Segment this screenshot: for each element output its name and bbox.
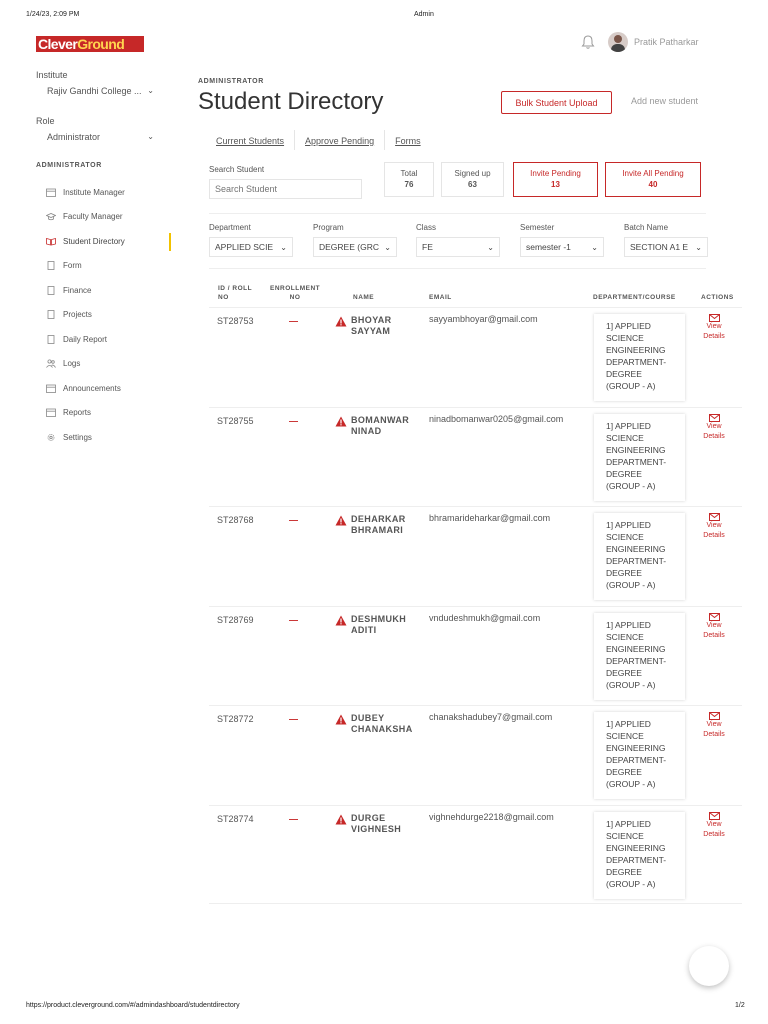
chevron-down-icon: ⌄: [695, 242, 702, 252]
sidebar-item-student-directory[interactable]: [36, 229, 176, 254]
sidebar-item-logs[interactable]: [36, 352, 176, 377]
student-last-name: BHRAMARI: [351, 525, 404, 535]
warning-icon: [335, 615, 347, 626]
total-value: 76: [404, 180, 414, 189]
student-id: ST28753: [217, 316, 254, 326]
tab-approve-pending[interactable]: Approve Pending: [295, 130, 385, 150]
batch-filter: [624, 223, 708, 257]
user-name[interactable]: Pratik Patharkar: [634, 37, 699, 47]
column-header-actions: ACTIONS: [701, 294, 734, 301]
department-line: SCIENCE: [606, 830, 644, 841]
actions-cell: [699, 513, 729, 541]
sidebar-item-settings[interactable]: [36, 425, 176, 450]
signed-up-stat: [441, 162, 504, 197]
department-line: SCIENCE: [606, 333, 644, 343]
bulk-student-upload-button[interactable]: Bulk Student Upload: [501, 91, 612, 114]
student-name: [351, 415, 409, 437]
department-line: DEPARTMENT-: [606, 854, 667, 865]
sidebar-item-label: Settings: [63, 432, 92, 442]
add-new-student-link[interactable]: Add new student: [631, 96, 699, 106]
batch-value: SECTION A1 E: [630, 242, 689, 252]
department-line: 1] APPLIED: [606, 719, 651, 729]
student-name: [351, 315, 392, 337]
floating-action-button[interactable]: [689, 946, 729, 986]
department-course-card: [594, 712, 685, 799]
sidebar-item-reports[interactable]: [36, 401, 176, 426]
sidebar-item-daily-report[interactable]: [36, 327, 176, 352]
program-value: DEGREE (GRC: [319, 242, 379, 252]
student-id: ST28755: [217, 415, 254, 426]
actions-cell: [699, 414, 729, 442]
column-header-name: NAME: [353, 294, 375, 301]
column-header-id: [218, 284, 252, 302]
department-line: SCIENCE: [606, 631, 644, 642]
department-line: DEGREE: [606, 866, 642, 877]
department-line: ENGINEERING: [606, 544, 666, 554]
chevron-down-icon: ⌄: [487, 242, 494, 252]
department-line: ENGINEERING: [606, 743, 666, 753]
sidebar-item-label: Institute Manager: [63, 187, 125, 197]
table-row[interactable]: [209, 307, 742, 407]
print-date: 1/24/23, 2:09 PM: [26, 11, 80, 18]
class-value: FE: [422, 242, 433, 252]
student-last-name: VIGHNESH: [351, 823, 402, 834]
warning-icon: [335, 515, 347, 526]
actions-cell: [699, 712, 729, 740]
student-first-name: DURGE: [351, 812, 386, 823]
chevron-down-icon: ⌄: [280, 242, 287, 252]
department-line: DEGREE: [606, 767, 642, 777]
mail-icon[interactable]: [709, 414, 720, 422]
divider: [209, 213, 706, 214]
department-line: 1] APPLIED: [606, 818, 651, 829]
institute-label: Institute: [36, 70, 68, 80]
student-id: ST28769: [217, 614, 254, 625]
graduation-cap-icon: [46, 212, 56, 221]
student-id: ST28772: [217, 714, 254, 724]
department-line: 1] APPLIED: [606, 520, 651, 530]
actions-cell: [699, 613, 729, 641]
document-icon: [46, 286, 56, 295]
calendar-icon: [46, 408, 56, 417]
view-details-link[interactable]: [699, 621, 729, 641]
table-row[interactable]: [209, 606, 742, 706]
department-line: DEGREE: [606, 468, 642, 479]
sidebar: [36, 70, 176, 450]
chevron-down-icon: ⌄: [147, 86, 154, 95]
column-header-text: ENROLLMENT: [270, 285, 321, 292]
sidebar-item-label: Announcements: [63, 383, 121, 393]
column-header-text: ID / ROLL: [218, 285, 253, 292]
view-details-text: View: [706, 820, 722, 828]
department-line: DEGREE: [606, 369, 642, 379]
institute-value: Rajiv Gandhi College ...: [47, 86, 142, 96]
sidebar-item-announcements[interactable]: [36, 376, 176, 401]
batch-label: Batch Name: [624, 223, 669, 232]
department-line: ENGINEERING: [606, 842, 666, 853]
student-email: vighnehdurge2218@gmail.com: [429, 811, 554, 822]
batch-select[interactable]: [624, 237, 708, 257]
view-details-link[interactable]: [699, 322, 729, 342]
user-menu[interactable]: [580, 32, 699, 52]
avatar[interactable]: [608, 32, 628, 52]
program-filter: [313, 223, 397, 257]
class-label: Class: [416, 223, 437, 232]
mail-icon[interactable]: [709, 513, 720, 521]
search-input[interactable]: [209, 179, 362, 199]
sidebar-item-label: Reports: [63, 408, 92, 418]
book-icon: [46, 237, 56, 246]
department-select[interactable]: [209, 237, 293, 257]
student-email: bhramarideharkar@gmail.com: [429, 513, 551, 523]
department-line: DEGREE: [606, 667, 642, 678]
program-select[interactable]: [313, 237, 397, 257]
sidebar-item-label: Form: [63, 261, 82, 271]
department-line: (GROUP - A): [606, 779, 656, 789]
divider: [209, 903, 742, 904]
department-line: SCIENCE: [606, 432, 644, 443]
signed-up-value: 63: [468, 180, 477, 189]
department-line: DEPARTMENT-: [606, 755, 667, 765]
student-first-name: DUBEY: [351, 713, 385, 723]
student-first-name: BHOYAR: [351, 315, 392, 325]
calendar-icon: [46, 188, 56, 197]
invite-pending-value: 13: [551, 180, 560, 189]
mail-icon[interactable]: [709, 812, 720, 820]
search-label: Search Student: [209, 165, 265, 174]
column-header-enrollment: [270, 284, 320, 302]
view-details-text: Details: [703, 333, 725, 340]
mail-icon[interactable]: [709, 712, 720, 720]
enrollment-number: —: [289, 614, 298, 625]
sidebar-item-label: Projects: [63, 310, 92, 320]
gear-icon: [46, 433, 56, 442]
department-course-card: [594, 414, 685, 501]
student-first-name: BOMANWAR: [351, 414, 410, 425]
actions-cell: [699, 812, 729, 840]
signed-up-label: Signed up: [454, 169, 491, 178]
sidebar-item-projects[interactable]: [36, 303, 176, 328]
student-name: [351, 813, 401, 835]
invite-all-pending-label: Invite All Pending: [622, 169, 684, 178]
view-details-link[interactable]: [699, 820, 729, 840]
department-line: ENGINEERING: [606, 444, 666, 455]
view-details-link[interactable]: [699, 521, 729, 541]
mail-icon[interactable]: [709, 613, 720, 621]
column-header-text: NO: [289, 294, 301, 301]
student-first-name: DEHARKAR: [351, 514, 406, 524]
column-header-text: NO: [218, 294, 229, 301]
chevron-down-icon: ⌄: [384, 242, 391, 252]
document-icon: [46, 310, 56, 319]
department-line: 1] APPLIED: [606, 619, 651, 630]
enrollment-number: —: [289, 316, 298, 326]
student-last-name: NINAD: [351, 425, 382, 436]
view-details-text: View: [706, 422, 722, 430]
actions-cell: [699, 314, 729, 342]
active-indicator: [169, 233, 171, 251]
breadcrumb: ADMINISTRATOR: [198, 78, 264, 85]
table-row[interactable]: [209, 805, 742, 905]
department-line: SCIENCE: [606, 532, 644, 542]
class-filter: [416, 223, 500, 257]
student-name: [351, 713, 413, 735]
class-select[interactable]: [416, 237, 500, 257]
tab-bar: [206, 130, 431, 150]
view-details-text: View: [706, 323, 722, 330]
institute-select[interactable]: [36, 86, 154, 96]
student-name: [351, 514, 406, 536]
department-line: DEPARTMENT-: [606, 357, 667, 367]
total-stat: [384, 162, 434, 197]
view-details-link[interactable]: [699, 422, 729, 442]
document-icon: [46, 261, 56, 270]
tab-current-students[interactable]: Current Students: [206, 130, 295, 150]
role-value: Administrator: [47, 132, 101, 142]
enrollment-number: —: [289, 714, 298, 724]
table-row[interactable]: [209, 705, 742, 805]
warning-icon: [335, 814, 347, 825]
divider: [209, 268, 706, 269]
department-line: (GROUP - A): [606, 381, 656, 391]
department-line: (GROUP - A): [606, 878, 656, 889]
department-line: DEPARTMENT-: [606, 655, 667, 666]
view-details-text: Details: [703, 631, 725, 639]
semester-select[interactable]: [520, 237, 604, 257]
view-details-text: View: [706, 621, 722, 629]
department-course-card: [594, 314, 685, 401]
department-course-card: [594, 513, 685, 600]
chevron-down-icon: ⌄: [591, 242, 598, 252]
print-url: https://product.cleverground.com/#/admindashboard/studentdirectory: [26, 1002, 240, 1009]
semester-value: semester -1: [526, 242, 571, 252]
page-title: Student Directory: [198, 88, 384, 115]
enrollment-number: —: [289, 515, 298, 525]
department-value: APPLIED SCIE: [215, 242, 274, 252]
semester-label: Semester: [520, 223, 555, 232]
student-last-name: ADITI: [351, 624, 377, 635]
bell-icon[interactable]: [580, 34, 596, 50]
department-label: Department: [209, 223, 251, 232]
print-page-number: 1/2: [735, 1002, 745, 1009]
calendar-icon: [46, 384, 56, 393]
invite-pending-label: Invite Pending: [530, 169, 581, 178]
document-icon: [46, 335, 56, 344]
column-header-email: EMAIL: [429, 294, 452, 301]
department-line: SCIENCE: [606, 731, 644, 741]
invite-all-pending-button[interactable]: [605, 162, 701, 197]
student-email: ninadbomanwar0205@gmail.com: [429, 413, 564, 424]
view-details-text: View: [706, 721, 722, 728]
sidebar-item-faculty-manager[interactable]: [36, 205, 176, 230]
department-line: 1] APPLIED: [606, 321, 651, 331]
view-details-text: View: [706, 522, 722, 529]
warning-icon: [335, 316, 347, 327]
sidebar-item-label: Student Directory: [63, 236, 125, 246]
tab-forms[interactable]: Forms: [395, 136, 421, 146]
program-label: Program: [313, 223, 344, 232]
student-last-name: SAYYAM: [351, 326, 391, 336]
warning-icon: [335, 714, 347, 725]
department-line: ENGINEERING: [606, 345, 666, 355]
column-header-department: DEPARTMENT/COURSE: [593, 294, 676, 301]
invite-pending-button[interactable]: [513, 162, 598, 197]
student-email: chanakshadubey7@gmail.com: [429, 712, 553, 722]
total-label: Total: [400, 169, 418, 178]
student-id: ST28768: [217, 515, 254, 525]
view-details-text: Details: [703, 731, 725, 738]
department-course-card: [594, 613, 685, 700]
sidebar-section-heading: ADMINISTRATOR: [36, 162, 102, 169]
view-details-text: Details: [703, 532, 725, 539]
sidebar-item-label: Faculty Manager: [63, 212, 123, 222]
invite-all-pending-value: 40: [648, 180, 658, 189]
people-icon: [46, 359, 56, 368]
department-filter: [209, 223, 293, 257]
student-email: sayyambhoyar@gmail.com: [429, 314, 538, 324]
table-row[interactable]: [209, 407, 742, 507]
table-row[interactable]: [209, 506, 742, 606]
student-last-name: CHANAKSHA: [351, 724, 413, 734]
mail-icon[interactable]: [709, 314, 720, 322]
warning-icon: [335, 416, 347, 427]
cleverground-logo[interactable]: [36, 36, 144, 52]
department-line: DEPARTMENT-: [606, 456, 667, 467]
semester-filter: [520, 223, 604, 257]
student-email: vndudeshmukh@gmail.com: [429, 612, 541, 623]
department-line: ENGINEERING: [606, 643, 666, 654]
student-first-name: DESHMUKH: [351, 613, 407, 624]
sidebar-item-finance[interactable]: [36, 278, 176, 303]
logo-text-clever: Clever: [38, 36, 78, 52]
view-details-text: Details: [703, 432, 725, 440]
sidebar-item-institute-manager[interactable]: [36, 180, 176, 205]
view-details-link[interactable]: [699, 720, 729, 740]
role-select[interactable]: [36, 132, 154, 142]
sidebar-item-label: Daily Report: [63, 334, 108, 344]
department-line: (GROUP - A): [606, 580, 656, 590]
department-line: DEPARTMENT-: [606, 556, 667, 566]
chevron-down-icon: ⌄: [147, 132, 154, 141]
department-line: (GROUP - A): [606, 480, 656, 491]
logo-text-ground: Ground: [77, 36, 125, 52]
department-line: 1] APPLIED: [606, 420, 651, 431]
enrollment-number: —: [289, 813, 298, 824]
sidebar-item-form[interactable]: [36, 254, 176, 279]
student-id: ST28774: [217, 813, 254, 824]
department-line: DEGREE: [606, 568, 642, 578]
sidebar-item-label: Logs: [63, 359, 81, 369]
department-line: (GROUP - A): [606, 679, 656, 690]
department-course-card: [594, 812, 685, 899]
print-title: Admin: [414, 11, 434, 18]
sidebar-item-label: Finance: [63, 285, 92, 295]
view-details-text: Details: [703, 830, 725, 838]
role-label: Role: [36, 116, 55, 126]
student-name: [351, 614, 406, 636]
enrollment-number: —: [289, 415, 298, 426]
